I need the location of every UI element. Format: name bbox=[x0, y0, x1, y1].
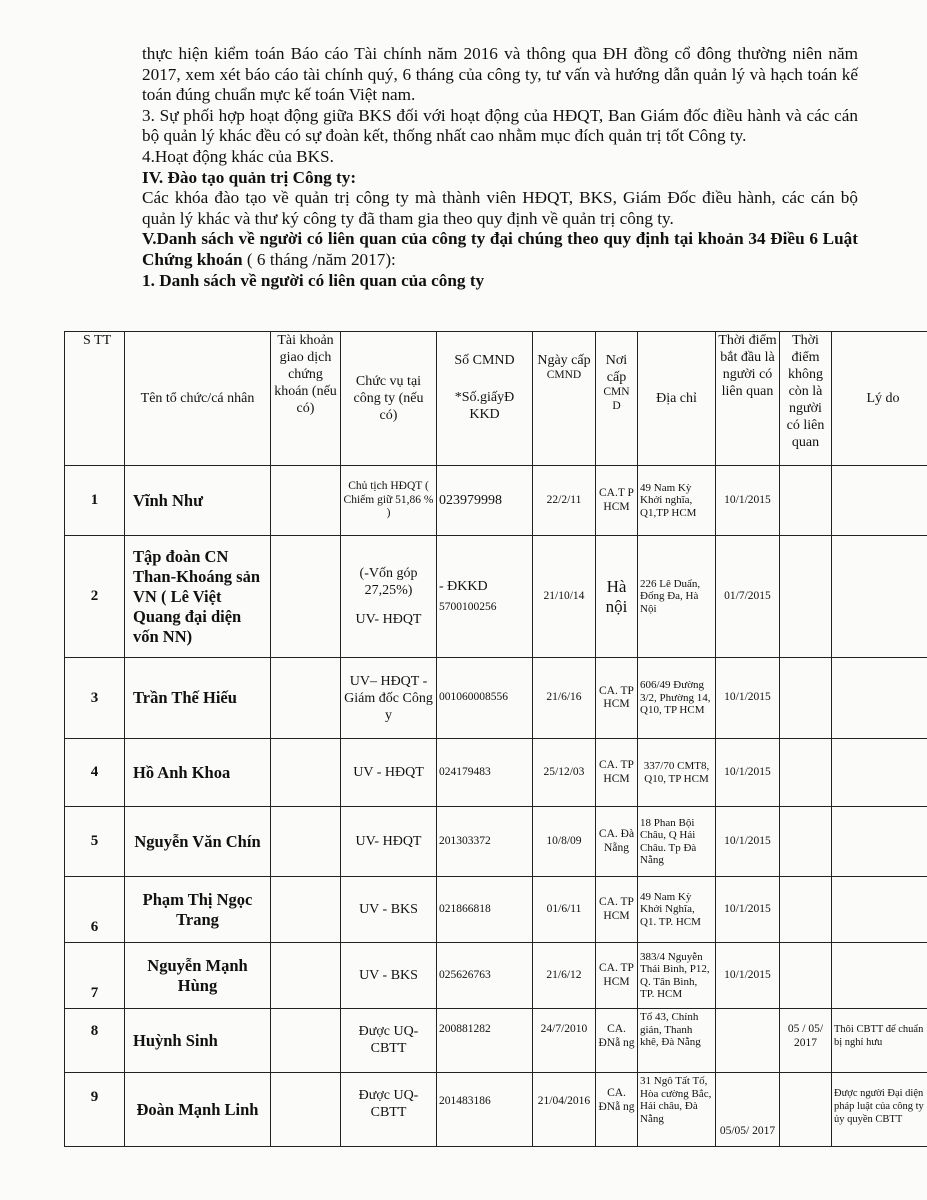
row-end bbox=[780, 1073, 832, 1147]
header-end: Thời điểm không còn là người có liên quan bbox=[780, 332, 832, 466]
row-id: 021866818 bbox=[437, 877, 533, 943]
row-address: 337/70 CMT8, Q10, TP HCM bbox=[638, 739, 716, 807]
row-name: Phạm Thị Ngọc Trang bbox=[125, 877, 271, 943]
row-issue-date: 21/04/2016 bbox=[533, 1073, 596, 1147]
row-reason bbox=[832, 943, 927, 1009]
table-row bbox=[65, 943, 927, 1009]
row-position-capital: (-Vốn góp 27,25%) bbox=[359, 566, 418, 598]
table-row bbox=[65, 1073, 927, 1147]
row-account bbox=[271, 877, 341, 943]
header-account: Tài khoản giao dịch chứng khoán (nếu có) bbox=[271, 332, 341, 466]
row-end bbox=[780, 739, 832, 807]
table-row bbox=[65, 739, 927, 807]
header-issue-date-sub: CMND bbox=[546, 369, 582, 381]
row-issue-date: 10/8/09 bbox=[533, 807, 596, 877]
row-start: 10/1/2015 bbox=[716, 943, 780, 1009]
row-start: 10/1/2015 bbox=[716, 658, 780, 739]
header-name: Tên tổ chức/cá nhân bbox=[125, 332, 271, 466]
row-stt: 5 bbox=[65, 807, 125, 877]
row-id: 201483186 bbox=[437, 1073, 533, 1147]
row-end bbox=[780, 807, 832, 877]
row-address: 606/49 Đường 3/2, Phường 14, Q10, TP HCM bbox=[638, 658, 716, 739]
row-name: Huỳnh Sinh bbox=[125, 1009, 271, 1073]
row-end bbox=[780, 877, 832, 943]
row-address: 49 Nam Kỳ Khởi Nghĩa, Q1. TP. HCM bbox=[638, 877, 716, 943]
row-stt: 7 bbox=[65, 943, 125, 1009]
document-text bbox=[142, 44, 858, 291]
row-reason bbox=[832, 877, 927, 943]
row-position: UV - HĐQT bbox=[341, 739, 437, 807]
heading-related-persons-main: V.Danh sách về người có liên quan của công ty đại chúng theo quy định tại khoản 34 Điều 6 Luật Chứng khoán bbox=[142, 229, 858, 269]
row-issue-place: CA. TP HCM bbox=[596, 739, 638, 807]
row-account bbox=[271, 466, 341, 536]
row-stt: 8 bbox=[65, 1009, 125, 1073]
row-end: 05 / 05/ 2017 bbox=[780, 1009, 832, 1073]
row-reason bbox=[832, 466, 927, 536]
header-issue-place bbox=[596, 332, 638, 466]
row-issue-date: 24/7/2010 bbox=[533, 1009, 596, 1073]
row-issue-date: 21/6/16 bbox=[533, 658, 596, 739]
row-reason: Thôi CBTT để chuẩn bị nghỉ hưu bbox=[832, 1009, 927, 1073]
header-id-a: Số CMND bbox=[454, 353, 515, 368]
row-address: Tổ 43, Chính gián, Thanh khê, Đà Nẵng bbox=[638, 1009, 716, 1073]
row-account bbox=[271, 807, 341, 877]
table-row bbox=[65, 658, 927, 739]
paragraph-audit: thực hiện kiểm toán Báo cáo Tài chính năm 2016 và thông qua ĐH đồng cổ đông thường niên năm 2017, xem xét báo cáo tài chính quý, 6 tháng của công ty, tư vấn và hướng dẫn quản lý và hạch toán kế toán đúng chuẩn mực kế toán Việt nam. bbox=[142, 44, 858, 105]
row-account bbox=[271, 739, 341, 807]
header-start: Thời điểm bắt đầu là người có liên quan bbox=[716, 332, 780, 466]
row-id: 023979998 bbox=[437, 466, 533, 536]
row-position: UV– HĐQT -Giám đốc Công y bbox=[341, 658, 437, 739]
row-end bbox=[780, 658, 832, 739]
row-stt: 1 bbox=[65, 466, 125, 536]
row-stt: 4 bbox=[65, 739, 125, 807]
row-stt: 2 bbox=[65, 536, 125, 658]
header-issue-place-label: Nơi cấp bbox=[605, 353, 628, 385]
row-start bbox=[716, 1009, 780, 1073]
table-row bbox=[65, 877, 927, 943]
heading-related-persons bbox=[142, 229, 858, 270]
row-start: 05/05/ 2017 bbox=[716, 1073, 780, 1147]
heading-governance-training: IV. Đào tạo quản trị Công ty: bbox=[142, 167, 357, 187]
row-reason bbox=[832, 536, 927, 658]
row-position: UV- HĐQT bbox=[341, 807, 437, 877]
row-issue-place: CA. TP HCM bbox=[596, 943, 638, 1009]
row-name: Vĩnh Như bbox=[125, 466, 271, 536]
row-issue-place: CA. ĐNẵ ng bbox=[596, 1073, 638, 1147]
header-address: Địa chỉ bbox=[638, 332, 716, 466]
row-start: 10/1/2015 bbox=[716, 877, 780, 943]
row-name: Tập đoàn CN Than-Khoáng sản VN ( Lê Việt Quang đại diện vốn NN) bbox=[125, 536, 271, 658]
row-name: Nguyễn Văn Chín bbox=[125, 807, 271, 877]
table-row bbox=[65, 1009, 927, 1073]
header-stt: S TT bbox=[65, 332, 125, 466]
row-account bbox=[271, 536, 341, 658]
row-issue-place: Hà nội bbox=[596, 536, 638, 658]
table-row bbox=[65, 466, 927, 536]
table-header-row bbox=[65, 332, 927, 466]
row-address: 226 Lê Duẩn, Đống Đa, Hà Nội bbox=[638, 536, 716, 658]
row-account bbox=[271, 1073, 341, 1147]
row-name: Trần Thế Hiếu bbox=[125, 658, 271, 739]
row-reason: Được người Đại diện pháp luật của công ty ủy quyền CBTT bbox=[832, 1073, 927, 1147]
row-id: 200881282 bbox=[437, 1009, 533, 1073]
row-id bbox=[437, 536, 533, 658]
row-issue-date: 01/6/11 bbox=[533, 877, 596, 943]
header-issue-date-label: Ngày cấp bbox=[537, 353, 591, 368]
row-issue-place: CA. ĐNẵ ng bbox=[596, 1009, 638, 1073]
row-issue-place: CA.T P HCM bbox=[596, 466, 638, 536]
row-account bbox=[271, 943, 341, 1009]
table-row bbox=[65, 536, 927, 658]
header-id bbox=[437, 332, 533, 466]
row-stt: 6 bbox=[65, 877, 125, 943]
row-position-role: UV- HĐQT bbox=[355, 612, 422, 627]
row-name: Đoàn Mạnh Linh bbox=[125, 1073, 271, 1147]
row-position: UV - BKS bbox=[341, 877, 437, 943]
row-issue-date: 21/6/12 bbox=[533, 943, 596, 1009]
row-address: 18 Phan Bội Châu, Q Hải Châu. Tp Đà Nẵng bbox=[638, 807, 716, 877]
row-id: 025626763 bbox=[437, 943, 533, 1009]
paragraph-training: Các khóa đào tạo về quản trị công ty mà thành viên HĐQT, BKS, Giám Đốc điều hành, các cán bộ quản lý khác và thư ký công ty đã tham gia theo quy định về quản trị công ty. bbox=[142, 188, 858, 228]
row-start: 10/1/2015 bbox=[716, 739, 780, 807]
row-reason bbox=[832, 739, 927, 807]
heading-related-list: 1. Danh sách về người có liên quan của công ty bbox=[142, 270, 485, 290]
header-id-b: *Số.giấyĐ KKD bbox=[454, 390, 515, 422]
row-position: UV - BKS bbox=[341, 943, 437, 1009]
row-name: Hồ Anh Khoa bbox=[125, 739, 271, 807]
row-id: 201303372 bbox=[437, 807, 533, 877]
row-id: 001060008556 bbox=[437, 658, 533, 739]
row-address: 383/4 Nguyễn Thái Bình, P12, Q. Tân Bình, TP. HCM bbox=[638, 943, 716, 1009]
header-issue-place-sub: CMN D bbox=[603, 386, 630, 412]
row-stt: 3 bbox=[65, 658, 125, 739]
row-start: 10/1/2015 bbox=[716, 807, 780, 877]
row-position: Chủ tịch HĐQT ( Chiếm giữ 51,86 % ) bbox=[341, 466, 437, 536]
row-account bbox=[271, 1009, 341, 1073]
row-issue-place: CA. TP HCM bbox=[596, 877, 638, 943]
row-position bbox=[341, 536, 437, 658]
row-account bbox=[271, 658, 341, 739]
row-issue-date: 25/12/03 bbox=[533, 739, 596, 807]
row-name: Nguyễn Mạnh Hùng bbox=[125, 943, 271, 1009]
row-issue-date: 21/10/14 bbox=[533, 536, 596, 658]
row-address: 49 Nam Kỳ Khởi nghĩa, Q1,TP HCM bbox=[638, 466, 716, 536]
row-position: Được UQ-CBTT bbox=[341, 1073, 437, 1147]
row-address: 31 Ngô Tất Tố, Hòa cường Bắc, Hải châu, Đà Nẵng bbox=[638, 1073, 716, 1147]
row-id-number: 5700100256 bbox=[439, 601, 497, 614]
header-position: Chức vụ tại công ty (nếu có) bbox=[341, 332, 437, 466]
row-start: 01/7/2015 bbox=[716, 536, 780, 658]
row-id: 024179483 bbox=[437, 739, 533, 807]
header-reason: Lý do bbox=[832, 332, 927, 466]
row-issue-date: 22/2/11 bbox=[533, 466, 596, 536]
row-end bbox=[780, 536, 832, 658]
row-issue-place: CA. TP HCM bbox=[596, 658, 638, 739]
paragraph-other-activities: 4.Hoạt động khác của BKS. bbox=[142, 146, 334, 166]
row-reason bbox=[832, 807, 927, 877]
related-persons-table bbox=[64, 331, 927, 1147]
row-reason bbox=[832, 658, 927, 739]
paragraph-coordination: 3. Sự phối hợp hoạt động giữa BKS đối với hoạt động của HĐQT, Ban Giám đốc điều hành và các cán bộ quản lý khác đều có sự đoàn kết, thống nhất cao nhằm mục đích quản trị tốt Công ty. bbox=[142, 105, 858, 146]
row-id-label: - ĐKKD bbox=[439, 579, 488, 595]
row-end bbox=[780, 466, 832, 536]
row-end bbox=[780, 943, 832, 1009]
row-position: Được UQ-CBTT bbox=[341, 1009, 437, 1073]
row-start: 10/1/2015 bbox=[716, 466, 780, 536]
header-issue-date bbox=[533, 332, 596, 466]
heading-related-persons-period: ( 6 tháng /năm 2017): bbox=[242, 249, 396, 269]
table-row bbox=[65, 807, 927, 877]
row-stt: 9 bbox=[65, 1073, 125, 1147]
row-issue-place: CA. Đà Nẵng bbox=[596, 807, 638, 877]
